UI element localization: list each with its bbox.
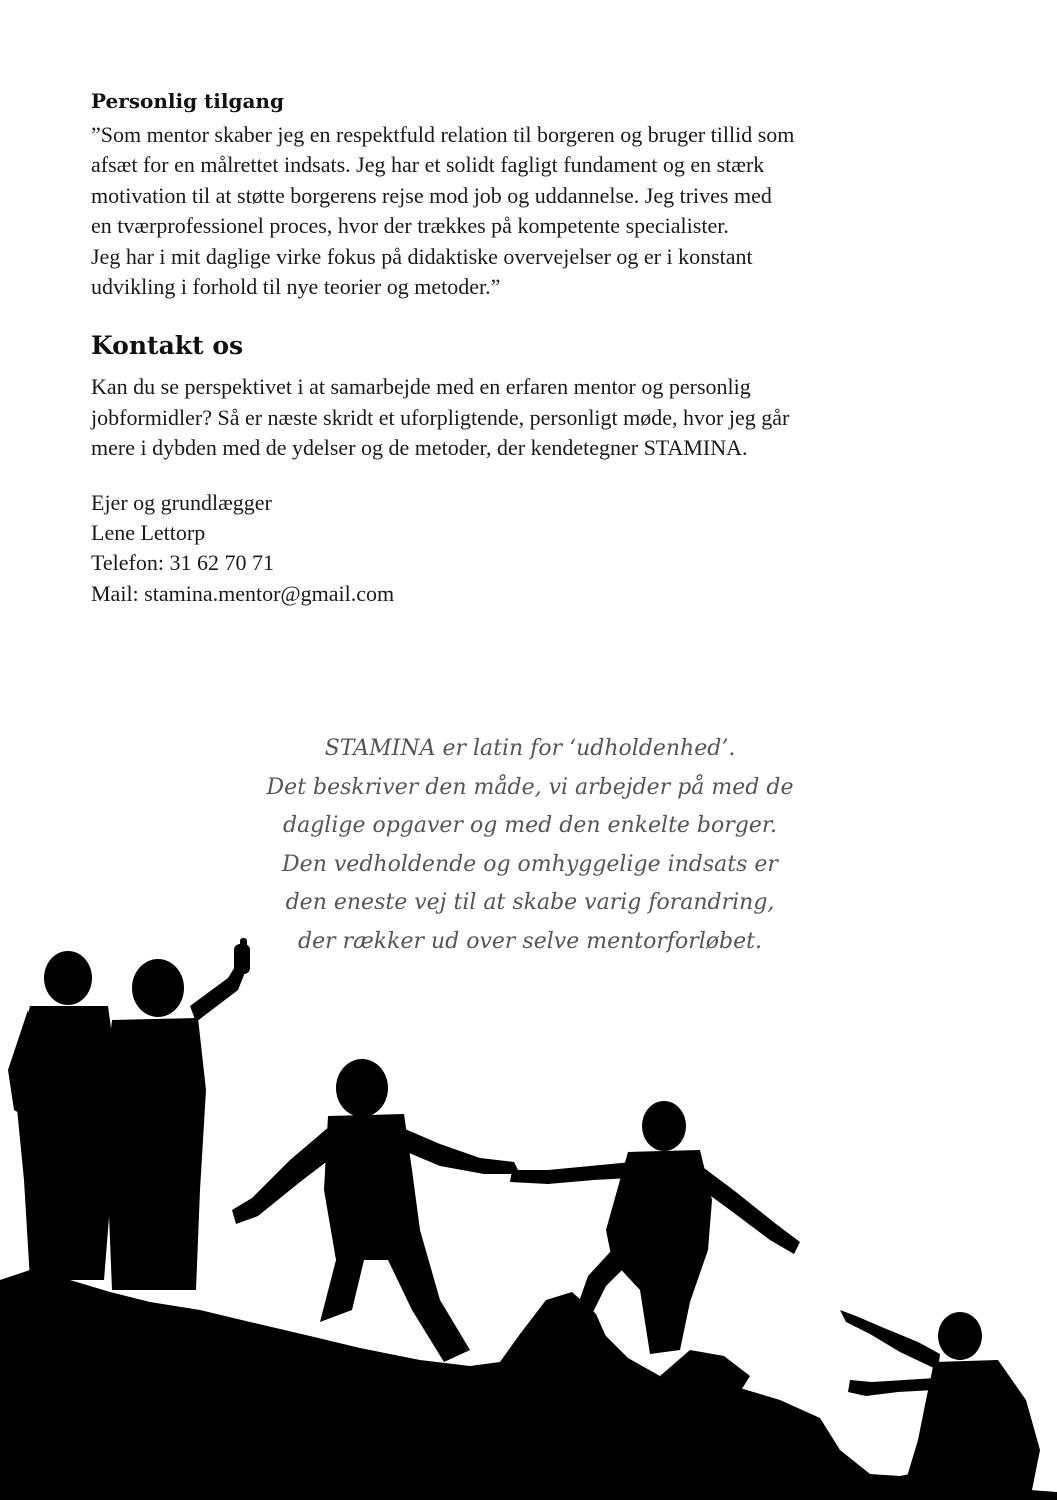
person-silhouette: [232, 1059, 520, 1362]
tagline-line: STAMINA er latin for ‘udholdenhed’.: [324, 736, 736, 761]
person-silhouette: [104, 938, 250, 1290]
contact-section: [91, 329, 971, 609]
quote-line: Jeg har i mit daglige virke fokus på didaktiske overvejelser og er i konstant: [91, 243, 753, 269]
tagline-line: daglige opgaver og med den enkelte borger.: [283, 813, 777, 839]
quote-line: afsæt for en målrettet indsats. Jeg har et solidt fagligt fundament og en stærk: [91, 152, 765, 178]
person-silhouette: [8, 951, 118, 1280]
contact-intro-line: Kan du se perspektivet i at samarbejde med en erfaren mentor og personlig: [91, 374, 751, 400]
quote-line: en tværprofessionel proces, hvor der trækkes på kompetente specialister.: [91, 213, 729, 239]
email-address[interactable]: Mail: stamina.mentor@gmail.com: [91, 580, 395, 606]
tagline-line: der rækker ud over selve mentorforløbet.: [297, 928, 762, 954]
personal-approach-quote: [91, 120, 971, 302]
contact-intro: [91, 372, 971, 463]
quote-line: ”Som mentor skaber jeg en respektfuld relation til borgeren og bruger tillid som: [91, 122, 795, 147]
main-content: [91, 86, 971, 609]
contact-intro-line: mere i dybden med de ydelser og de metoder, der kendetegner STAMINA.: [91, 435, 748, 461]
tagline-line: Den vedholdende og omhyggelige indsats er: [282, 851, 778, 877]
tagline-line: Det beskriver den måde, vi arbejder på med de: [266, 774, 794, 800]
stamina-tagline: [200, 730, 860, 962]
phone-number[interactable]: Telefon: 31 62 70 71: [91, 550, 274, 576]
contact-details: [91, 488, 971, 610]
personal-approach-section: [91, 86, 971, 302]
contact-intro-line: jobformidler? Så er næste skridt et uforpligtende, personligt møde, hvor jeg går: [91, 404, 790, 430]
person-silhouette: [840, 1310, 1040, 1500]
owner-role: Ejer og grundlægger: [91, 489, 272, 515]
owner-name: Lene Lettorp: [91, 520, 206, 546]
climbers-silhouette-image: [0, 930, 1057, 1500]
quote-line: motivation til at støtte borgerens rejse mod job og uddannelse. Jeg trives med: [91, 182, 772, 208]
tagline-line: den eneste vej til at skabe varig forandring,: [285, 890, 775, 916]
quote-line: udvikling i forhold til nye teorier og metoder.”: [91, 274, 501, 300]
contact-heading: Kontakt os: [91, 331, 244, 361]
personal-approach-heading: Personlig tilgang: [91, 89, 284, 113]
